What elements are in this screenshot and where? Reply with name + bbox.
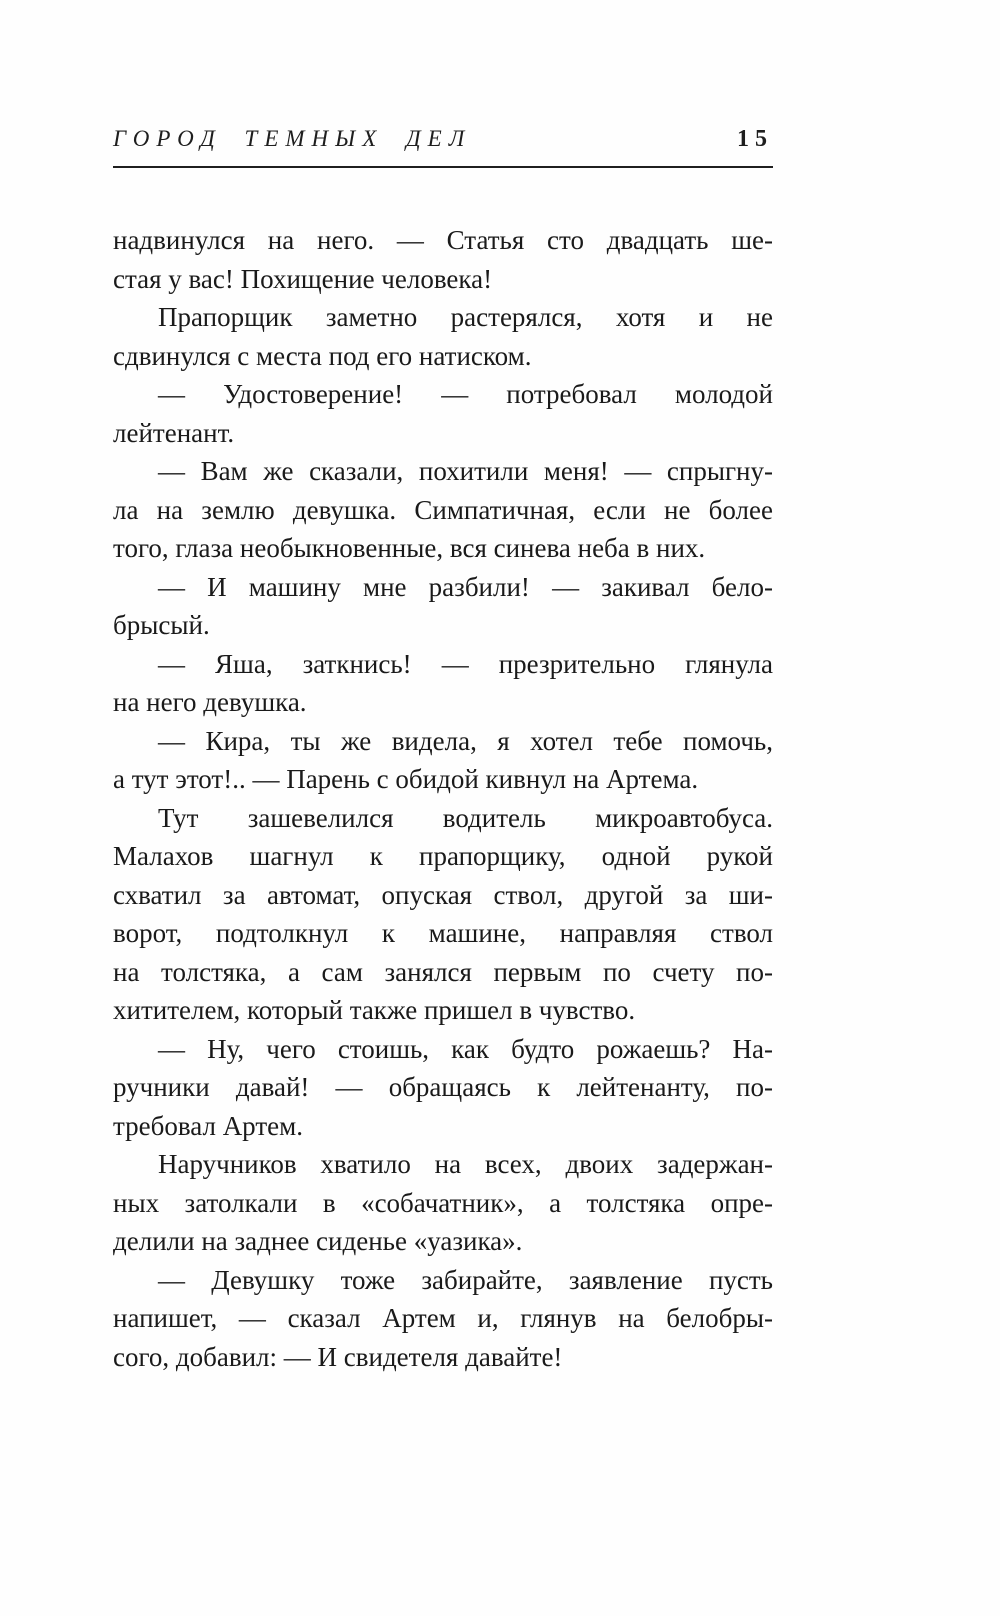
text-line: делили на заднее сиденье «уазика».	[113, 1226, 523, 1256]
text-line: сого, добавил: — И свидетеля давайте!	[113, 1341, 563, 1372]
text-line: сдвинулся с места под его натиском.	[113, 340, 532, 371]
paragraph	[113, 568, 773, 645]
paragraph	[113, 722, 773, 799]
text-line: — Удостоверение! — потребовал молодой	[158, 379, 773, 409]
text-line: того, глаза необыкновенные, вся синева неба в них.	[113, 533, 706, 563]
text-line: лейтенант.	[113, 417, 235, 448]
text-line: Тут зашевелился водитель микроавтобуса.	[158, 802, 773, 833]
page-number: 15	[737, 126, 773, 152]
text-line: брысый.	[113, 610, 210, 640]
text-line: Прапорщик заметно растерялся, хотя и не	[158, 302, 773, 332]
paragraph	[113, 1030, 773, 1146]
text-line: ла на землю девушка. Симпатичная, если не более	[113, 494, 773, 525]
running-title: ГОРОД ТЕМНЫХ ДЕЛ	[113, 126, 472, 151]
text-line: — И машину мне разбили! — закивал бело-	[158, 571, 773, 602]
text-line: схватил за автомат, опуская ствол, другой за ши-	[113, 879, 773, 910]
text-line: — Девушку тоже забирайте, заявление пусть	[158, 1264, 773, 1295]
paragraph	[113, 799, 773, 1030]
text-line: ручники давай! — обращаясь к лейтенанту, по-	[113, 1072, 773, 1102]
text-line: — Ну, чего стоишь, как будто рожаешь? На-	[158, 1033, 773, 1064]
text-line: напишет, — сказал Артем и, глянув на белобры-	[113, 1303, 773, 1333]
text-line: требовал Артем.	[113, 1110, 303, 1141]
paragraph	[113, 1261, 773, 1377]
text-line: — Яша, заткнись! — презрительно глянула	[158, 648, 773, 679]
text-line: надвинулся на него. — Статья сто двадцать ше-	[113, 225, 773, 255]
text-line: ных затолкали в «собачатник», а толстяка опре-	[113, 1187, 773, 1218]
text-line: стая у вас! Похищение человека!	[113, 263, 493, 294]
paragraph	[113, 645, 773, 722]
header-rule	[113, 166, 773, 168]
page-body	[113, 221, 773, 1376]
text-line: Наручников хватило на всех, двоих задержан-	[158, 1149, 773, 1179]
text-line: на него девушка.	[113, 687, 307, 717]
page-header	[113, 126, 773, 153]
page-content	[113, 126, 773, 1376]
text-line: — Кира, ты же видела, я хотел тебе помочь,	[158, 725, 773, 756]
text-line: а тут этот!.. — Парень с обидой кивнул на Артема.	[113, 764, 699, 794]
text-line: — Вам же сказали, похитили меня! — спрыгну-	[158, 456, 773, 486]
paragraph	[113, 221, 773, 298]
text-line: Малахов шагнул к прапорщику, одной рукой	[113, 841, 773, 871]
text-line: на толстяка, а сам занялся первым по счету по-	[113, 956, 773, 987]
paragraph	[113, 1145, 773, 1261]
paragraph	[113, 375, 773, 452]
text-line: хитителем, который также пришел в чувство.	[113, 995, 636, 1025]
paragraph	[113, 452, 773, 568]
text-line: ворот, подтолкнул к машине, направляя ствол	[113, 918, 773, 948]
paragraph	[113, 298, 773, 375]
